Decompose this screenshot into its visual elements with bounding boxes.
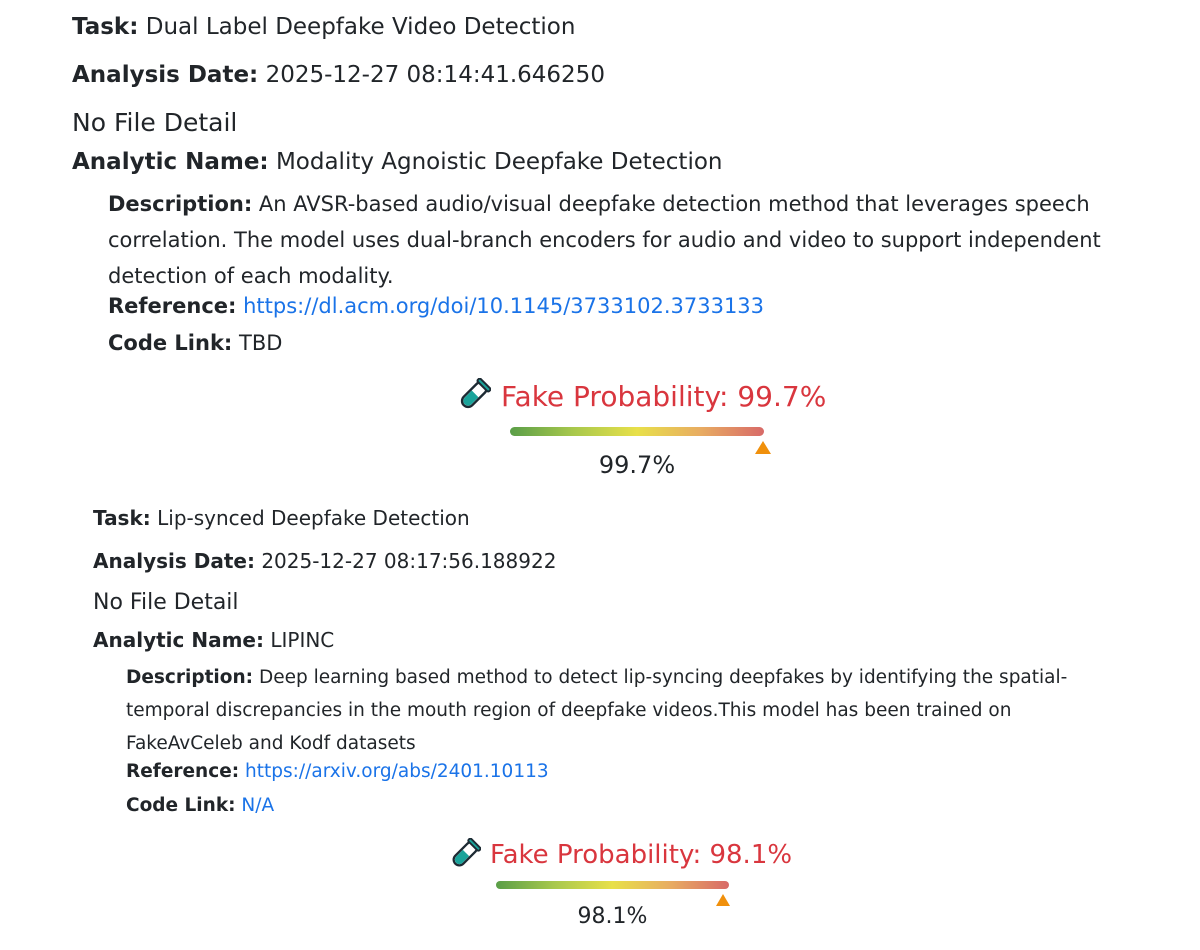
analysis-date-row bbox=[72, 62, 605, 88]
probability-marker-icon bbox=[755, 441, 771, 454]
analysis-date-row bbox=[93, 549, 556, 573]
probability-bar bbox=[510, 427, 764, 436]
fake-probability-title: Fake Probability: 99.7% bbox=[501, 379, 827, 413]
file-detail: No File Detail bbox=[72, 108, 238, 137]
task-row bbox=[72, 14, 575, 40]
task-value: Lip-synced Deepfake Detection bbox=[157, 506, 470, 530]
file-detail: No File Detail bbox=[93, 590, 239, 615]
analytic-name-row bbox=[93, 628, 334, 652]
analysis-date-label: Analysis Date: bbox=[72, 62, 259, 88]
probability-bar bbox=[496, 881, 729, 889]
code-link-value[interactable]: N/A bbox=[241, 795, 275, 816]
analytic-name-value: Modality Agnoistic Deepfake Detection bbox=[275, 149, 723, 175]
probability-marker-icon bbox=[716, 894, 730, 906]
probability-value: 98.1% bbox=[577, 904, 648, 929]
reference-link[interactable]: https://dl.acm.org/doi/10.1145/3733102.3733133 bbox=[243, 294, 765, 318]
code-link-label: Code Link: bbox=[126, 795, 236, 816]
analysis-date-label: Analysis Date: bbox=[93, 549, 255, 573]
description-label: Description: bbox=[108, 192, 253, 216]
task-value: Dual Label Deepfake Video Detection bbox=[145, 14, 576, 40]
fake-probability-title: Fake Probability: 98.1% bbox=[490, 840, 793, 870]
reference-label: Reference: bbox=[108, 294, 237, 318]
reference-row bbox=[126, 761, 549, 782]
analytic-name-label: Analytic Name: bbox=[93, 628, 264, 652]
description-text: Deep learning based method to detect lip-syncing deepfakes by identifying the spatial-temporal discrepancies in the mouth region of deepfake videos.This model has been trained on FakeAvCeleb and Kodf datasets bbox=[126, 667, 1068, 754]
analytic-name-label: Analytic Name: bbox=[72, 149, 269, 175]
test-tube-icon bbox=[455, 378, 491, 414]
task-label: Task: bbox=[93, 506, 151, 530]
fake-probability-heading bbox=[455, 378, 826, 414]
description bbox=[108, 186, 1148, 294]
description-text: An AVSR-based audio/visual deepfake detection method that leverages speech correlation. The model uses dual-branch encoders for audio and video to support independent detection of each modality. bbox=[108, 192, 1101, 288]
fake-probability-heading bbox=[447, 838, 792, 872]
task-row bbox=[93, 506, 470, 530]
reference-link[interactable]: https://arxiv.org/abs/2401.10113 bbox=[245, 761, 549, 782]
probability-value: 99.7% bbox=[598, 451, 676, 479]
code-link-row bbox=[108, 331, 282, 355]
task-label: Task: bbox=[72, 14, 139, 40]
analytic-name-row bbox=[72, 149, 722, 175]
code-link-row bbox=[126, 795, 274, 816]
reference-row bbox=[108, 294, 764, 318]
reference-label: Reference: bbox=[126, 761, 240, 782]
analysis-date-value: 2025-12-27 08:14:41.646250 bbox=[265, 62, 605, 88]
description-label: Description: bbox=[126, 667, 254, 688]
analytic-name-value: LIPINC bbox=[270, 628, 335, 652]
code-link-value: TBD bbox=[239, 331, 283, 355]
analysis-date-value: 2025-12-27 08:17:56.188922 bbox=[261, 549, 557, 573]
test-tube-icon bbox=[447, 838, 481, 872]
code-link-label: Code Link: bbox=[108, 331, 233, 355]
description bbox=[126, 661, 1126, 760]
